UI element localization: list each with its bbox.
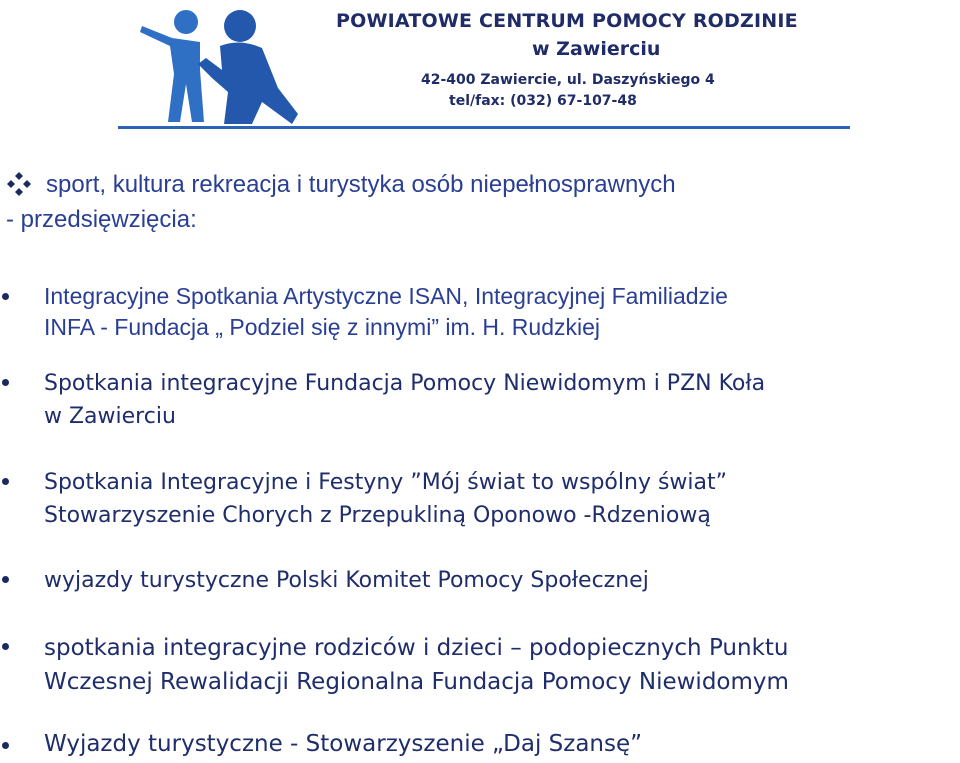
header-divider: [118, 126, 850, 129]
organization-name: POWIATOWE CENTRUM POMOCY RODZINIE: [336, 10, 798, 32]
list-item-line: Integracyjne Spotkania Artystyczne ISAN, Integracyjnej Familiadzie: [44, 283, 728, 309]
bullet-dot-icon: [2, 478, 9, 485]
list-item-line: Wyjazdy turystyczne - Stowarzyszenie „Daj Szansę”: [44, 731, 643, 757]
letterhead: [0, 0, 960, 135]
list-item-line: Spotkania integracyjne Fundacja Pomocy Niewidomym i PZN Koła: [44, 371, 766, 396]
list-item-line: w Zawierciu: [44, 404, 176, 429]
bullet-dot-icon: [2, 379, 9, 386]
list-item-line: spotkania integracyjne rodziców i dzieci – podopiecznych Punktu: [44, 635, 789, 661]
diamond-bullet-icon: [6, 171, 32, 197]
list-item-line: Wczesnej Rewalidacji Regionalna Fundacja Pomocy Niewidomym: [44, 669, 789, 695]
organization-block: [336, 10, 798, 109]
section-heading: [6, 166, 956, 238]
adult-and-child-pointing-logo: [128, 4, 308, 128]
list-item-line: Stowarzyszenie Chorych z Przepukliną Oponowo -Rdzeniową: [44, 503, 711, 528]
list-item-line: Spotkania Integracyjne i Festyny ”Mój świat to wspólny świat”: [44, 470, 728, 495]
section-title-line2: - przedsięwzięcia:: [6, 206, 197, 233]
organization-city: w Zawierciu: [532, 38, 661, 60]
list-item-line: INFA - Fundacja „ Podziel się z innymi” im. H. Rudzkiej: [44, 314, 601, 340]
bullet-dot-icon: [2, 293, 9, 300]
bullet-dot-icon: [2, 576, 9, 583]
organization-phone: tel/fax: (032) 67-107-48: [449, 93, 637, 109]
organization-address: 42-400 Zawiercie, ul. Daszyńskiego 4: [421, 72, 715, 88]
bullet-dot-icon: [2, 643, 9, 650]
section-title-line1: sport, kultura rekreacja i turystyka osób niepełnosprawnych: [46, 171, 676, 198]
list-item-line: wyjazdy turystyczne Polski Komitet Pomocy Społecznej: [44, 568, 649, 593]
bullet-dot-icon: [2, 742, 9, 749]
